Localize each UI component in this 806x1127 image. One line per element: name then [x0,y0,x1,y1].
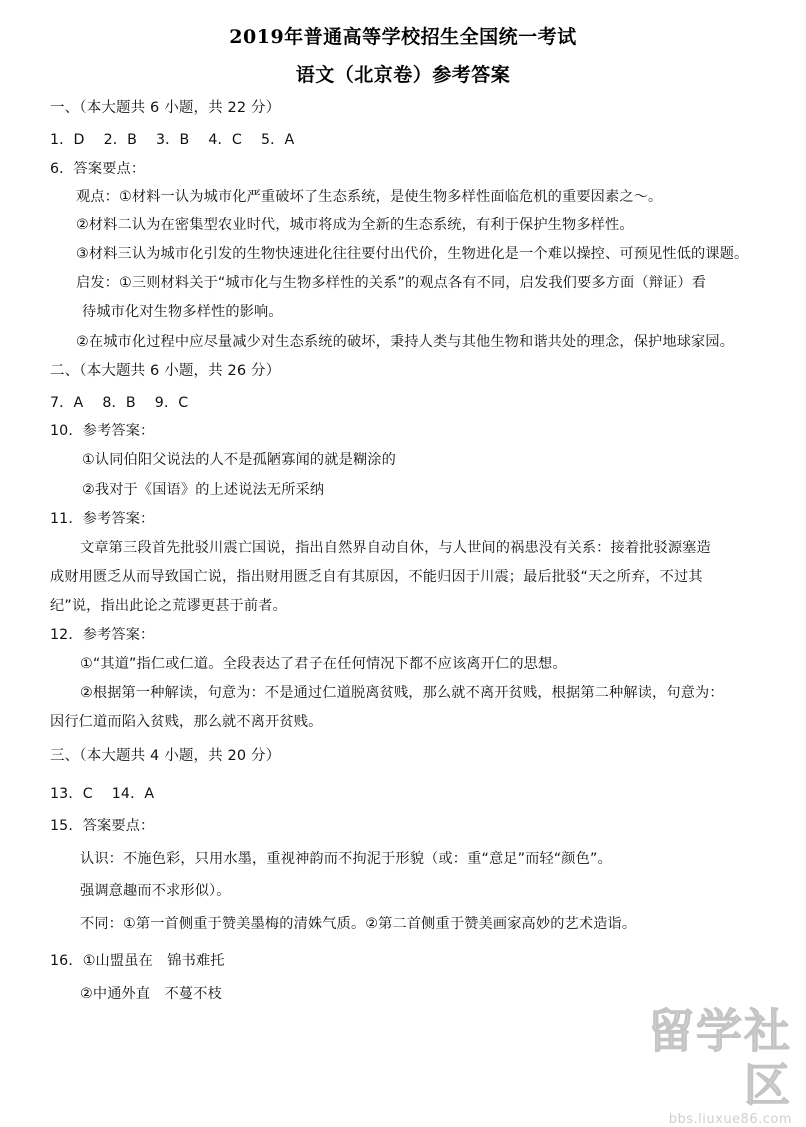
answer-line: 7．A 8．B 9．C [50,395,189,411]
answer-line: 文章第三段首先批驳川震亡国说，指出自然界自动自休，与人世间的祸患没有关系：接着批驳源塞造 [80,540,711,556]
answer-line: 1．D 2．B 3．B 4．C 5．A [50,132,295,148]
answer-line: 纪”说，指出此论之荒谬更甚于前者。 [50,598,287,614]
section-heading: 二、（本大题共 6 小题，共 26 分） [50,363,281,379]
document-subtitle: 语文（北京卷）参考答案 [295,64,511,86]
question-heading: 12．参考答案： [50,627,155,643]
answer-line: 强调意趣而不求形似）。 [80,883,231,899]
answer-line: ①认同伯阳父说法的人不是孤陋寡闻的就是糊涂的 [82,452,396,468]
answer-line: 启发：①三则材料关于“城市化与生物多样性的关系”的观点各有不同，启发我们要多方面（辩证）看 [76,275,707,291]
answer-line: ②中通外直 不蔓不枝 [80,986,222,1002]
question-heading: 16．①山盟虽在 锦书难托 [50,953,225,969]
question-heading: 6．答案要点： [50,161,146,177]
answer-line: 因行仁道而陷入贫贱，那么就不离开贫贱。 [50,714,323,730]
document-title: 2019年普通高等学校招生全国统一考试 [229,26,577,48]
site-watermark [622,1004,792,1127]
watermark-url: bbs.liuxue86.com [668,1112,792,1127]
answer-line: ③材料三认为城市化引发的生物快速进化往往要付出代价，生物进化是一个难以操控、可预见性低的课题。 [76,246,749,262]
answer-line: 不同：①第一首侧重于赞美墨梅的清姝气质。②第二首侧重于赞美画家高妙的艺术造诣。 [80,916,637,932]
question-heading: 15．答案要点： [50,818,155,834]
question-heading: 10．参考答案： [50,423,155,439]
watermark-logo: 留学社区 [648,1004,792,1112]
answer-line: 13．C 14．A [50,786,155,802]
section-heading: 三、（本大题共 4 小题，共 20 分） [50,748,281,764]
answer-line: 成财用匮乏从而导致国亡说，指出财用匮乏自有其原因，不能归因于川震；最后批驳“天之所弃，不过其 [50,569,703,585]
answer-line: 待城市化对生物多样性的影响。 [82,304,283,320]
answer-line: ②材料二认为在密集型农业时代，城市将成为全新的生态系统，有利于保护生物多样性。 [76,217,634,233]
answer-line: ②根据第一种解读，句意为：不是通过仁道脱离贫贱，那么就不离开贫贱，根据第二种解读，句意为： [80,685,724,701]
answer-line: 观点：①材料一认为城市化严重破坏了生态系统，是使生物多样性面临危机的重要因素之～。 [76,189,663,205]
answer-line: ①“其道”指仁或仁道。全段表达了君子在任何情况下都不应该离开仁的思想。 [80,656,567,672]
answer-line: ②在城市化过程中应尽量减少对生态系统的破坏，秉持人类与其他生物和谐共处的理念，保护地球家园。 [76,334,735,350]
answer-line: ②我对于《国语》的上述说法无所采纳 [82,482,325,498]
section-heading: 一、（本大题共 6 小题，共 22 分） [50,100,281,116]
answer-line: 认识：不施色彩，只用水墨，重视神韵而不拘泥于形貌（或：重“意足”而轻“颜色”。 [80,851,612,867]
question-heading: 11．参考答案： [50,511,155,527]
